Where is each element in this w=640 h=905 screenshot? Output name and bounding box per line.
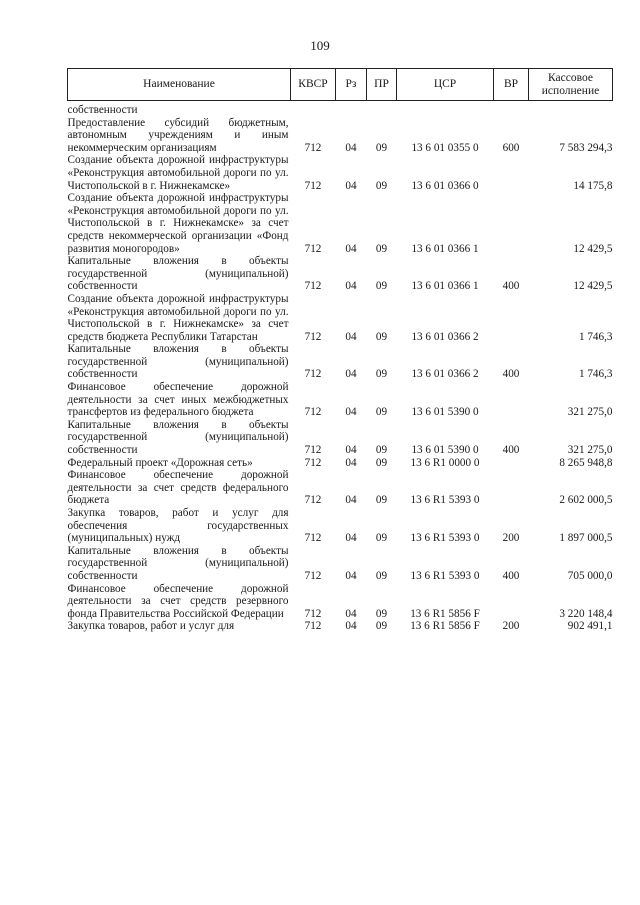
cell-sum: 12 429,5: [573, 280, 613, 293]
table-row: [68, 104, 613, 117]
cell-csr: 13 6 R1 5393 0: [410, 494, 480, 507]
cell-name: Финансовое обеспечение дорожной деятельности за счет средств федерального бюджета: [67, 469, 289, 507]
cell-kvsr: 712: [304, 444, 322, 457]
cell-sum: 321 275,0: [567, 444, 613, 457]
cell-pr: 09: [375, 607, 388, 620]
table-row: [68, 583, 613, 621]
cell-pr: 09: [375, 280, 388, 293]
cell-csr: 13 6 01 0366 2: [411, 368, 479, 381]
cell-vr: [494, 583, 529, 621]
cell-kvsr: 712: [304, 406, 322, 419]
cell-rz: 04: [345, 242, 357, 255]
cell-kvsr: 712: [304, 569, 322, 582]
cell-sum: 7 583 294,3: [559, 141, 613, 154]
cell-pr: [367, 104, 397, 117]
cell-kvsr: 712: [304, 368, 322, 381]
cell-kvsr: 712: [304, 456, 322, 469]
cell-sum: 1 746,3: [578, 368, 613, 381]
cell-name: Капитальные вложения в объекты государственной (муниципальной) собственности: [67, 255, 289, 293]
cell-kvsr: 712: [304, 607, 322, 620]
cell-kvsr: 712: [304, 620, 322, 633]
cell-rz: 04: [345, 280, 357, 293]
header-vr: ВР: [494, 69, 529, 101]
cell-vr: [494, 457, 529, 470]
page-number: 109: [310, 38, 330, 53]
cell-sum: 2 602 000,5: [559, 494, 613, 507]
cell-rz: 04: [345, 569, 357, 582]
cell-rz: 04: [345, 607, 357, 620]
cell-rz: 04: [345, 444, 357, 457]
cell-name: Капитальные вложения в объекты государственной (муниципальной) собственности: [67, 418, 289, 457]
cell-sum: 12 429,5: [573, 242, 613, 255]
cell-name: Предоставление субсидий бюджетным, автономным учреждениям и иным некоммерческим организациям: [67, 116, 289, 154]
cell-pr: 09: [375, 494, 388, 507]
cell-csr: 13 6 01 0366 1: [411, 280, 479, 293]
cell-vr: 400: [502, 569, 520, 582]
cell-vr: 400: [502, 280, 520, 293]
table-row: [68, 381, 613, 419]
cell-name: Создание объекта дорожной инфраструктуры «Реконструкция автомобильной дороги по ул. Чистопольской в г. Нижнекамске» за счет средств бюджета Республики Татарстан: [67, 292, 289, 343]
cell-rz: 04: [345, 456, 357, 469]
header-pr: ПР: [367, 69, 397, 101]
cell-pr: 09: [375, 141, 388, 154]
cell-vr: [494, 154, 529, 192]
table-row: [68, 255, 613, 293]
cell-vr: [494, 104, 529, 117]
cell-csr: 13 6 01 0366 1: [411, 242, 479, 255]
table-row: [68, 293, 613, 343]
cell-sum: 14 175,8: [573, 179, 613, 192]
cell-pr: 09: [375, 242, 388, 255]
cell-pr: 09: [375, 569, 388, 582]
cell-vr: 600: [502, 141, 520, 154]
table-row: [68, 154, 613, 192]
cell-pr: 09: [375, 330, 388, 343]
cell-rz: 04: [345, 406, 357, 419]
budget-table: [67, 68, 613, 633]
cell-vr: [494, 381, 529, 419]
cell-sum: 705 000,0: [567, 569, 613, 582]
table-row: [68, 457, 613, 470]
cell-kvsr: 712: [304, 494, 322, 507]
cell-csr: 13 6 01 0366 2: [411, 330, 479, 343]
cell-vr: 400: [502, 368, 520, 381]
cell-vr: 400: [502, 444, 520, 457]
cell-sum: 1 897 000,5: [559, 532, 613, 545]
cell-sum: 1 746,3: [578, 330, 613, 343]
cell-name: Федеральный проект «Дорожная сеть»: [67, 456, 253, 469]
cell-name: собственности: [67, 104, 138, 116]
header-sum: Кассовое исполнение: [529, 69, 613, 101]
cell-vr: [494, 469, 529, 507]
table-row: [68, 117, 613, 155]
cell-name: Закупка товаров, работ и услуг для обеспечения государственных (муниципальных) нужд: [67, 507, 289, 545]
cell-csr: [397, 104, 494, 117]
cell-rz: 04: [345, 620, 357, 633]
cell-name: Создание объекта дорожной инфраструктуры «Реконструкция автомобильной дороги по ул. Чистопольской в г. Нижнекамске»: [67, 154, 289, 192]
cell-name: Создание объекта дорожной инфраструктуры «Реконструкция автомобильной дороги по ул. Чистопольской в г. Нижнекамске» за счет средств некоммерческой организации «Фонд развития моногородов»: [67, 192, 289, 255]
cell-rz: 04: [345, 368, 357, 381]
cell-pr: 09: [375, 620, 388, 633]
cell-csr: 13 6 01 5390 0: [411, 406, 479, 419]
cell-pr: 09: [375, 532, 388, 545]
cell-vr: 200: [502, 532, 520, 545]
cell-rz: 04: [345, 532, 357, 545]
cell-kvsr: [291, 104, 336, 117]
cell-csr: 13 6 R1 5856 F: [410, 607, 480, 620]
cell-kvsr: 712: [304, 532, 322, 545]
cell-kvsr: 712: [304, 280, 322, 293]
cell-vr: [494, 192, 529, 255]
header-rz: Рз: [336, 69, 367, 101]
cell-pr: 09: [375, 444, 388, 457]
cell-name: Капитальные вложения в объекты государственной (муниципальной) собственности: [67, 343, 289, 381]
table-row: [68, 192, 613, 255]
cell-sum: 3 220 148,4: [559, 607, 613, 620]
cell-name: Закупка товаров, работ и услуг для: [67, 620, 235, 633]
table-header: [68, 69, 613, 101]
cell-csr: 13 6 R1 0000 0: [410, 456, 480, 469]
budget-table-container: [67, 68, 612, 633]
cell-rz: 04: [345, 330, 357, 343]
cell-csr: 13 6 01 5390 0: [411, 444, 479, 457]
cell-kvsr: 712: [304, 242, 322, 255]
table-row: [68, 545, 613, 583]
cell-pr: 09: [375, 179, 388, 192]
cell-csr: 13 6 R1 5856 F: [410, 620, 480, 633]
cell-pr: 09: [375, 368, 388, 381]
cell-kvsr: 712: [304, 141, 322, 154]
cell-kvsr: 712: [304, 330, 322, 343]
header-row: [68, 69, 613, 101]
cell-vr: 200: [502, 620, 520, 633]
table-row: [68, 343, 613, 381]
header-kvsr: КВСР: [291, 69, 336, 101]
cell-sum: 321 275,0: [567, 406, 613, 419]
cell-pr: 09: [375, 456, 388, 469]
cell-name: Капитальные вложения в объекты государственной (муниципальной) собственности: [67, 544, 289, 582]
cell-sum: 902 491,1: [567, 620, 613, 633]
table-row: [68, 419, 613, 457]
cell-name: Финансовое обеспечение дорожной деятельности за счет иных межбюджетных трансфертов из федерального бюджета: [67, 381, 289, 419]
cell-sum: [529, 104, 613, 117]
cell-vr: [494, 293, 529, 343]
cell-csr: 13 6 R1 5393 0: [410, 569, 480, 582]
cell-pr: 09: [375, 406, 388, 419]
cell-csr: 13 6 R1 5393 0: [410, 532, 480, 545]
table-row: [68, 620, 613, 633]
header-csr: ЦСР: [397, 69, 494, 101]
cell-rz: [336, 104, 367, 117]
table-row: [68, 469, 613, 507]
cell-rz: 04: [345, 494, 357, 507]
cell-csr: 13 6 01 0355 0: [411, 141, 479, 154]
cell-rz: 04: [345, 141, 357, 154]
header-name: Наименование: [68, 69, 291, 101]
cell-kvsr: 712: [304, 179, 322, 192]
table-row: [68, 507, 613, 545]
cell-rz: 04: [345, 179, 357, 192]
cell-csr: 13 6 01 0366 0: [411, 179, 479, 192]
cell-sum: 8 265 948,8: [559, 456, 613, 469]
table-body: [68, 101, 613, 633]
cell-name: Финансовое обеспечение дорожной деятельности за счет средств резервного фонда Правительства Российской Федерации: [67, 582, 289, 620]
